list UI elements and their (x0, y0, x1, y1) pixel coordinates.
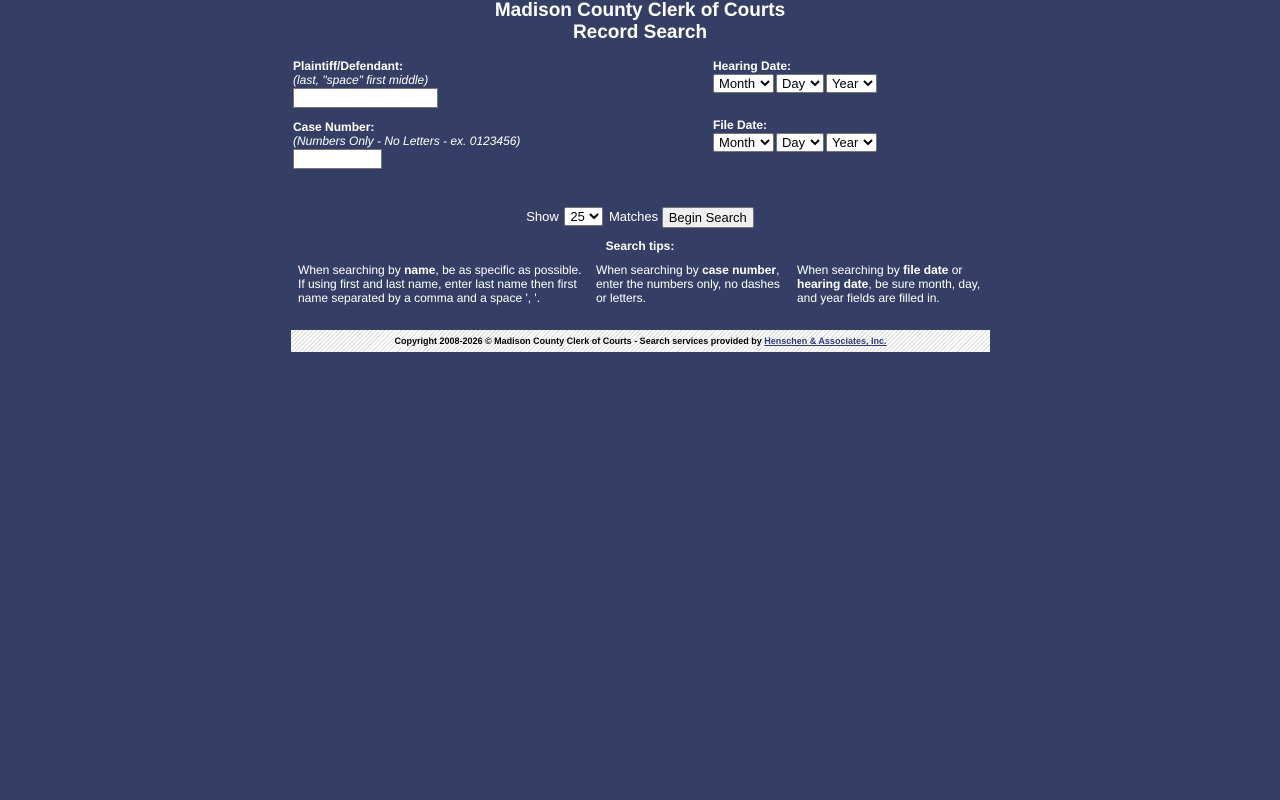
plaintiff-field-group (293, 59, 438, 108)
henschen-link[interactable]: Henschen & Associates, Inc. (764, 336, 887, 346)
case-number-hint: (Numbers Only - No Letters - ex. 0123456) (293, 134, 521, 148)
date-tip: When searching by file date or hearing date, be sure month, day, and year fields are filled in. (797, 263, 981, 305)
plaintiff-label: Plaintiff/Defendant: (293, 59, 403, 73)
plaintiff-hint: (last, "space" first middle) (293, 73, 429, 87)
plaintiff-input[interactable] (293, 88, 438, 108)
case-number-input[interactable] (293, 149, 382, 169)
show-label: Show (526, 209, 559, 224)
page-title: Madison County Clerk of Courts (494, 0, 786, 21)
case-number-tip: When searching by case number, enter the numbers only, no dashes or letters. (596, 263, 780, 305)
case-number-field-group (293, 120, 520, 169)
file-date-field-group (713, 118, 879, 152)
hearing-day-select[interactable] (776, 74, 824, 93)
footer (291, 330, 990, 352)
matches-label: Matches (608, 209, 659, 224)
hearing-month-select[interactable] (713, 74, 774, 93)
search-tips-heading: Search tips: (605, 239, 675, 253)
page-subtitle: Record Search (572, 22, 708, 43)
file-date-label: File Date: (713, 118, 768, 132)
name-tip: When searching by name, be as specific as possible. If using first and last name, enter last name then first name separated by a comma and a space ', '. (298, 263, 582, 305)
hearing-date-field-group (713, 59, 879, 93)
page-header (0, 0, 1280, 44)
hearing-year-select[interactable] (826, 74, 877, 93)
file-year-select[interactable] (826, 133, 877, 152)
file-month-select[interactable] (713, 133, 774, 152)
begin-search-button[interactable]: Begin Search (662, 207, 754, 228)
copyright-text: Copyright 2008-2026 © Madison County Clerk of Courts - Search services provided by (394, 336, 765, 346)
matches-count-select[interactable] (564, 207, 603, 226)
file-day-select[interactable] (776, 133, 824, 152)
hearing-date-label: Hearing Date: (713, 59, 792, 73)
search-controls (0, 207, 1280, 228)
case-number-label: Case Number: (293, 120, 375, 134)
